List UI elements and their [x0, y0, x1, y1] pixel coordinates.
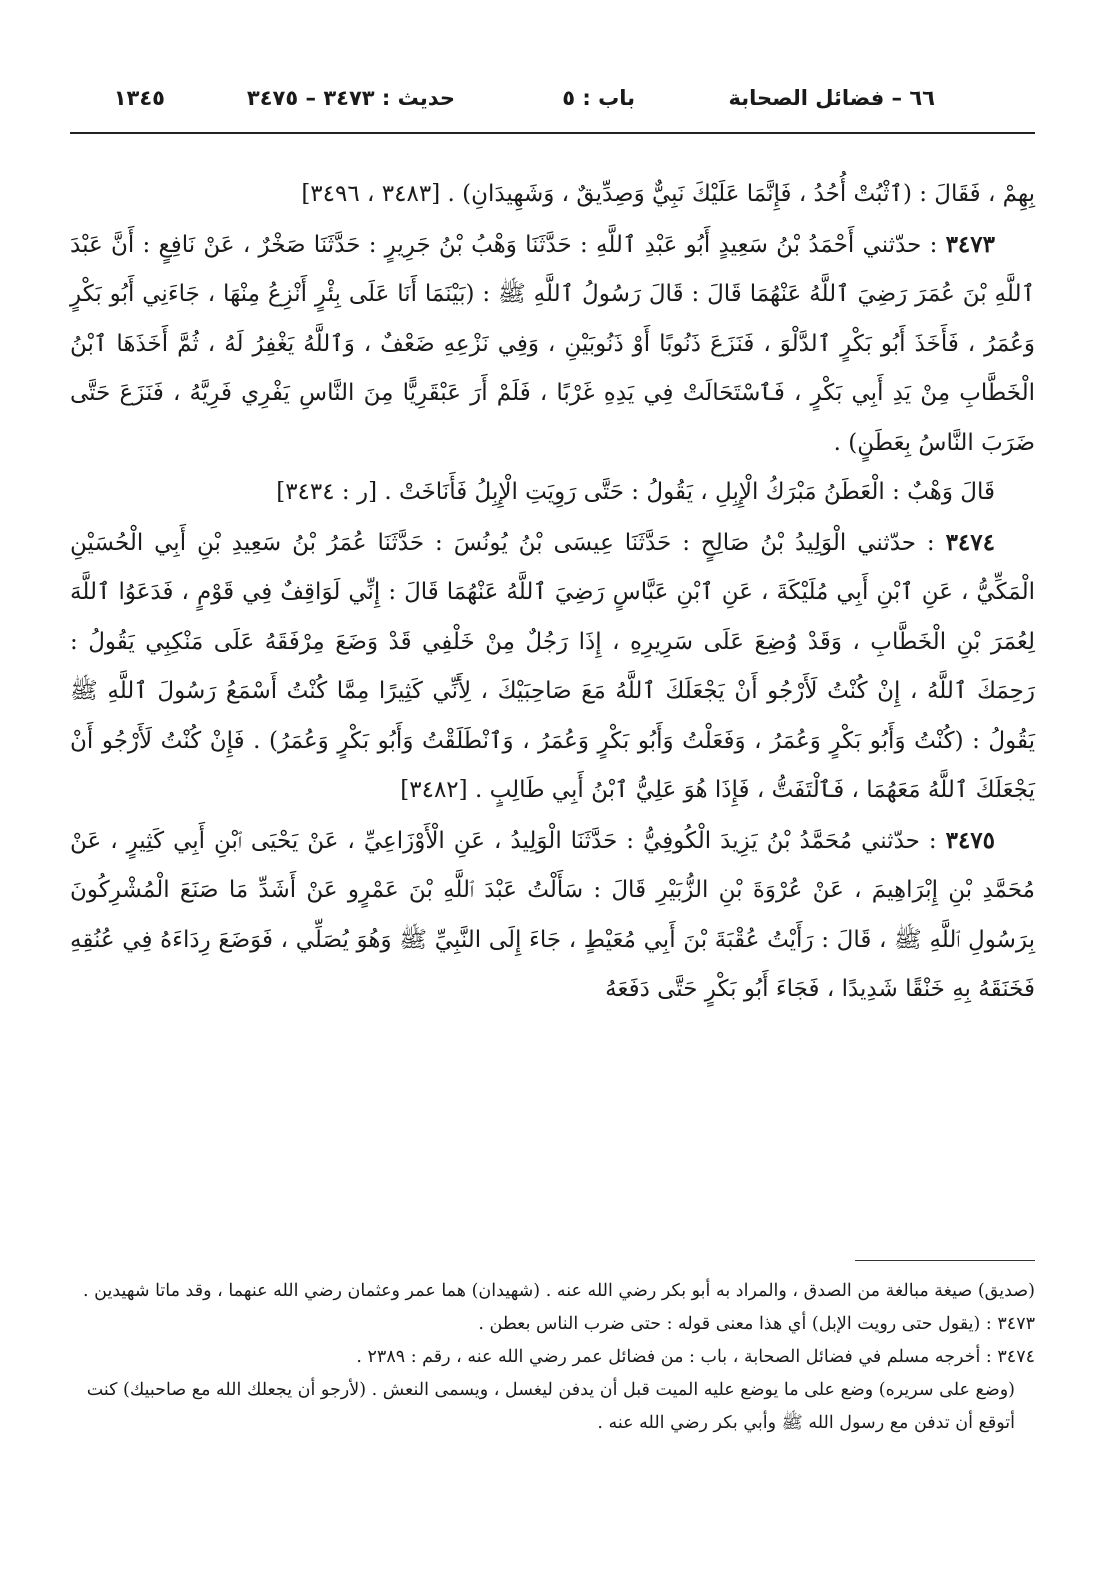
- paragraph-text: : حدّثني أَحْمَدُ بْنُ سَعِيدٍ أَبُو عَبْدِ ٱللَّهِ : حَدَّثَنَا وَهْبُ بْنُ جَرِيرٍ : حَدَّثَنَا صَخْرٌ ، عَنْ نَافِعٍ : أَنَّ عَبْدَ ٱللَّهِ بْنَ عُمَرَ رَضِيَ ٱللَّهُ عَنْهُمَا قَالَ : قَالَ رَسُولُ ٱللَّهِ ﷺ : (بَيْنَمَا أَنَا عَلَى بِئْرٍ أَنْزِعُ مِنْهَا ، جَاءَنِي أَبُو بَكْرٍ وَعُمَرُ ، فَأَخَذَ أَبُو بَكْرٍ ٱلدَّلْوَ ، فَنَزَعَ ذَنُوبًا أَوْ ذَنُوبَيْنِ ، وَفِي نَزْعِهِ ضَعْفٌ ، وَٱللَّهُ يَغْفِرُ لَهُ ، ثُمَّ أَخَذَهَا ٱبْنُ الْخَطَّابِ مِنْ يَدِ أَبِي بَكْرٍ ، فَٱسْتَحَالَتْ فِي يَدِهِ غَرْبًا ، فَلَمْ أَرَ عَبْقَرِيًّا مِنَ النَّاسِ يَفْرِي فَرِيَّهُ ، فَنَزَعَ حَتَّى ضَرَبَ النَّاسُ بِعَطَنٍ) .: [70, 231, 1035, 456]
- chapter-title: ٦٦ – فضائل الصحابة: [728, 86, 935, 110]
- footnotes: [70, 1275, 1035, 1440]
- cross-reference: [٣٤٨٣ ، ٣٤٩٦]: [301, 181, 441, 207]
- paragraph-text: قَالَ وَهْبٌ : الْعَطَنُ مَبْرَكُ الْإِبِلِ ، يَقُولُ : حَتَّى رَوِيَتِ الْإِبِلُ فَأَنَاخَتْ .: [384, 479, 995, 505]
- paragraph-text: : حدّثني مُحَمَّدُ بْنُ يَزِيدَ الْكُوفِيُّ : حَدَّثَنَا الْوَلِيدُ ، عَنِ الْأَوْزَاعِيِّ ، عَنْ يَحْيَى ٱبْنِ أَبِي كَثِيرٍ ، عَنْ مُحَمَّدِ بْنِ إِبْرَاهِيمَ ، عَنْ عُرْوَةَ بْنِ الزُّبَيْرِ قَالَ : سَأَلْتُ عَبْدَ ٱللَّهِ بْنَ عَمْرٍو عَنْ أَشَدِّ مَا صَنَعَ الْمُشْرِكُونَ بِرَسُولِ ٱللَّهِ ﷺ ، قَالَ : رَأَيْتُ عُقْبَةَ بْنَ أَبِي مُعَيْطٍ ، جَاءَ إِلَى النَّبِيِّ ﷺ وَهُوَ يُصَلِّي ، فَوَضَعَ رِدَاءَهُ فِي عُنُقِهِ فَخَنَقَهُ بِهِ خَنْقًا شَدِيدًا ، فَجَاءَ أَبُو بَكْرٍ حَتَّى دَفَعَهُ: [70, 827, 1035, 1002]
- running-header: [70, 80, 1035, 120]
- main-text: [70, 170, 1035, 1015]
- cross-reference: [ر : ٣٤٣٤]: [276, 479, 378, 505]
- hadith-paragraph: [70, 468, 1035, 518]
- text-paragraph: [70, 170, 1035, 220]
- hadith-number: ٣٤٧٣: [945, 230, 995, 258]
- footnote: (وضع على سريره) وضع على ما يوضع عليه الميت قبل أن يدفن ليغسل ، ويسمى النعش . (لأرجو أن يجعلك الله مع صاحبيك) كنت أتوقع أن تدفن مع رسول الله ﷺ وأبي بكر رضي الله عنه .: [86, 1380, 1015, 1433]
- book-page: [70, 70, 1035, 1570]
- hadith-number: ٣٤٧٥: [945, 826, 996, 854]
- hadith-paragraph: [70, 220, 1035, 469]
- hadith-range: حديث : ٣٤٧٣ – ٣٤٧٥: [246, 86, 455, 110]
- hadith-paragraph: [70, 816, 1035, 1015]
- footnote: (صديق) صيغة مبالغة من الصدق ، والمراد به أبو بكر رضي الله عنه . (شهيدان) هما عمر وعثمان رضي الله عنهما ، وقد ماتا شهيدين .: [83, 1281, 1035, 1301]
- hadith-paragraph: [70, 518, 1035, 816]
- paragraph-text: بِهِمْ ، فَقَالَ : (ٱثْبُتْ أُحُدُ ، فَإِنَّمَا عَلَيْكَ نَبِيٌّ وَصِدِّيقٌ ، وَشَهِيدَانِ) .: [447, 181, 1035, 207]
- bab-number: باب : ٥: [562, 86, 635, 110]
- paragraph-text: : حدّثني الْوَلِيدُ بْنُ صَالِحٍ : حَدَّثَنَا عِيسَى بْنُ يُونُسَ : حَدَّثَنَا عُمَرُ بْنُ سَعِيدِ بْنِ أَبِي الْحُسَيْنِ الْمَكِّيُّ ، عَنِ ٱبْنِ أَبِي مُلَيْكَةَ ، عَنِ ٱبْنِ عَبَّاسٍ رَضِيَ ٱللَّهُ عَنْهُمَا قَالَ : إِنِّي لَوَاقِفٌ فِي قَوْمٍ ، فَدَعَوُا ٱللَّهَ لِعُمَرَ بْنِ الْخَطَّابِ ، وَقَدْ وُضِعَ عَلَى سَرِيرِهِ ، إِذَا رَجُلٌ مِنْ خَلْفِي قَدْ وَضَعَ مِرْفَقَهُ عَلَى مَنْكِبِي يَقُولُ : رَحِمَكَ ٱللَّهُ ، إِنْ كُنْتُ لَأَرْجُو أَنْ يَجْعَلَكَ ٱللَّهُ مَعَ صَاحِبَيْكَ ، لِأَنِّي كَثِيرًا مِمَّا كُنْتُ أَسْمَعُ رَسُولَ ٱللَّهِ ﷺ يَقُولُ : (كُنْتُ وَأَبُو بَكْرٍ وَعُمَرُ ، وَفَعَلْتُ وَأَبُو بَكْرٍ وَعُمَرُ ، وَٱنْطَلَقْتُ وَأَبُو بَكْرٍ وَعُمَرُ) . فَإِنْ كُنْتُ لَأَرْجُو أَنْ يَجْعَلَكَ ٱللَّهُ مَعَهُمَا ، فَٱلْتَفَتُّ ، فَإِذَا هُوَ عَلِيُّ ٱبْنُ أَبِي طَالِبٍ .: [70, 529, 1035, 803]
- cross-reference: [٣٤٨٢]: [400, 777, 468, 803]
- footnote: ٣٤٧٣ : (يقول حتى رويت الإبل) أي هذا معنى قوله : حتى ضرب الناس بعطن .: [478, 1314, 1035, 1334]
- page-number: ١٣٤٥: [113, 86, 165, 110]
- header-rule: [70, 132, 1035, 134]
- footnote: ٣٤٧٤ : أخرجه مسلم في فضائل الصحابة ، باب : من فضائل عمر رضي الله عنه ، رقم : ٢٣٨٩ .: [356, 1347, 1035, 1367]
- footnote-rule: [855, 1260, 1035, 1261]
- hadith-number: ٣٤٧٤: [945, 528, 995, 556]
